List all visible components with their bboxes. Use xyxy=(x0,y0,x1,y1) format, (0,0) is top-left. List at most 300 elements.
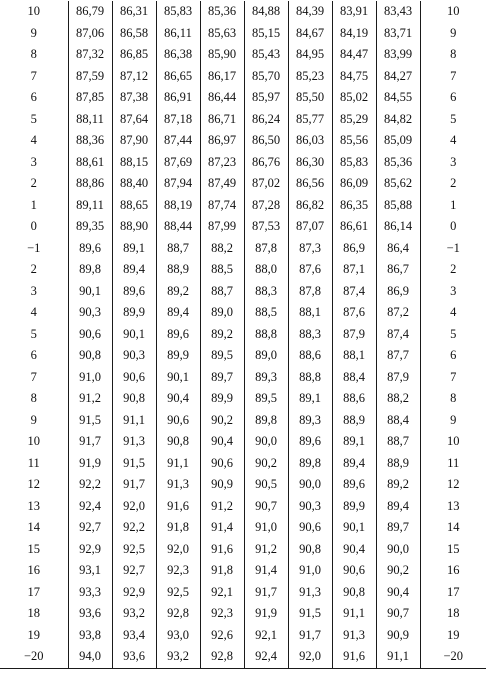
table-cell: 92,5 xyxy=(112,539,156,561)
table-cell: 88,2 xyxy=(376,388,420,410)
table-cell: 86,44 xyxy=(200,87,244,109)
table-cell: 86,65 xyxy=(156,66,200,88)
row-label-right: 6 xyxy=(420,345,486,367)
row-label-left: 10 xyxy=(0,1,68,23)
row-label-right: 8 xyxy=(420,388,486,410)
row-label-right: 7 xyxy=(420,66,486,88)
table-cell: 84,27 xyxy=(376,66,420,88)
table-cell: 87,74 xyxy=(200,195,244,217)
row-label-right: 0 xyxy=(420,216,486,238)
row-label-left: 19 xyxy=(0,625,68,647)
table-cell: 90,8 xyxy=(332,582,376,604)
table-cell: 91,0 xyxy=(68,367,112,389)
table-row xyxy=(0,87,486,109)
table-cell: 93,2 xyxy=(156,646,200,668)
table-cell: 88,44 xyxy=(156,216,200,238)
table-cell: 91,0 xyxy=(244,517,288,539)
table-cell: 87,07 xyxy=(288,216,332,238)
table-cell: 92,0 xyxy=(156,539,200,561)
table-cell: 90,5 xyxy=(244,474,288,496)
table-cell: 91,3 xyxy=(332,625,376,647)
table-row xyxy=(0,625,486,647)
table-cell: 90,9 xyxy=(376,625,420,647)
row-label-left: 10 xyxy=(0,431,68,453)
table-cell: 90,8 xyxy=(288,539,332,561)
row-label-right: 15 xyxy=(420,539,486,561)
table-cell: 86,71 xyxy=(200,109,244,131)
table-cell: 91,1 xyxy=(332,603,376,625)
table-cell: 86,14 xyxy=(376,216,420,238)
table-cell: 84,95 xyxy=(288,44,332,66)
row-label-left: 2 xyxy=(0,173,68,195)
table-cell: 85,09 xyxy=(376,130,420,152)
table-cell: 87,12 xyxy=(112,66,156,88)
table-cell: 91,3 xyxy=(288,582,332,604)
table-row xyxy=(0,259,486,281)
table-cell: 89,1 xyxy=(288,388,332,410)
table-cell: 91,7 xyxy=(244,582,288,604)
table-cell: 88,7 xyxy=(200,281,244,303)
row-label-right: 5 xyxy=(420,109,486,131)
table-row xyxy=(0,388,486,410)
table-cell: 85,70 xyxy=(244,66,288,88)
table-cell: 91,9 xyxy=(244,603,288,625)
table-cell: 89,1 xyxy=(332,431,376,453)
table-cell: 89,6 xyxy=(112,281,156,303)
table-cell: 90,0 xyxy=(288,474,332,496)
table-cell: 86,38 xyxy=(156,44,200,66)
table-cell: 87,49 xyxy=(200,173,244,195)
row-label-left: 2 xyxy=(0,259,68,281)
table-row xyxy=(0,367,486,389)
table-cell: 89,4 xyxy=(376,496,420,518)
table-cell: 83,99 xyxy=(376,44,420,66)
table-cell: 89,5 xyxy=(200,345,244,367)
row-label-left: 0 xyxy=(0,216,68,238)
table-cell: 90,6 xyxy=(200,453,244,475)
table-cell: 84,82 xyxy=(376,109,420,131)
row-label-left: 6 xyxy=(0,345,68,367)
row-label-left: 8 xyxy=(0,388,68,410)
row-label-right: 14 xyxy=(420,517,486,539)
table-cell: 85,15 xyxy=(244,23,288,45)
table-cell: 87,99 xyxy=(200,216,244,238)
table-cell: 91,7 xyxy=(68,431,112,453)
table-row xyxy=(0,431,486,453)
table-cell: 85,43 xyxy=(244,44,288,66)
table-cell: 91,1 xyxy=(112,410,156,432)
row-label-left: 1 xyxy=(0,195,68,217)
table-row xyxy=(0,302,486,324)
row-label-left: 15 xyxy=(0,539,68,561)
table-cell: 90,4 xyxy=(156,388,200,410)
row-label-right: 2 xyxy=(420,259,486,281)
table-row xyxy=(0,44,486,66)
table-row xyxy=(0,410,486,432)
table-cell: 85,83 xyxy=(332,152,376,174)
row-label-left: 14 xyxy=(0,517,68,539)
row-label-left: 9 xyxy=(0,23,68,45)
table-cell: 89,11 xyxy=(68,195,112,217)
table-cell: 89,3 xyxy=(288,410,332,432)
table-cell: 86,11 xyxy=(156,23,200,45)
table-cell: 93,0 xyxy=(156,625,200,647)
table-cell: 87,4 xyxy=(332,281,376,303)
table-cell: 87,4 xyxy=(376,324,420,346)
table-cell: 88,19 xyxy=(156,195,200,217)
table-cell: 91,5 xyxy=(112,453,156,475)
table-cell: 86,30 xyxy=(288,152,332,174)
table-cell: 88,5 xyxy=(200,259,244,281)
table-cell: 92,3 xyxy=(200,603,244,625)
table-row xyxy=(0,23,486,45)
table-cell: 91,3 xyxy=(156,474,200,496)
row-label-left: 3 xyxy=(0,152,68,174)
table-cell: 87,3 xyxy=(288,238,332,260)
table-cell: 88,7 xyxy=(156,238,200,260)
table-cell: 90,4 xyxy=(200,431,244,453)
table-cell: 92,1 xyxy=(244,625,288,647)
table-cell: 90,7 xyxy=(376,603,420,625)
table-cell: 90,1 xyxy=(156,367,200,389)
table-cell: 89,9 xyxy=(200,388,244,410)
table-cell: 88,3 xyxy=(244,281,288,303)
table-cell: 85,63 xyxy=(200,23,244,45)
table-cell: 85,77 xyxy=(288,109,332,131)
row-label-left: 16 xyxy=(0,560,68,582)
table-cell: 86,79 xyxy=(68,1,112,23)
table-cell: 86,9 xyxy=(376,281,420,303)
table-cell: 86,91 xyxy=(156,87,200,109)
table-cell: 86,97 xyxy=(200,130,244,152)
table-cell: 91,7 xyxy=(288,625,332,647)
row-label-right: 3 xyxy=(420,152,486,174)
table-cell: 86,56 xyxy=(288,173,332,195)
row-label-left: 5 xyxy=(0,324,68,346)
table-cell: 87,23 xyxy=(200,152,244,174)
table-cell: 92,6 xyxy=(200,625,244,647)
row-label-right: 12 xyxy=(420,474,486,496)
row-label-right: −1 xyxy=(420,238,486,260)
table-cell: 90,6 xyxy=(112,367,156,389)
table-cell: 90,2 xyxy=(244,453,288,475)
table-cell: 89,2 xyxy=(200,324,244,346)
row-label-right: 8 xyxy=(420,44,486,66)
row-label-right: 11 xyxy=(420,453,486,475)
table-cell: 89,6 xyxy=(288,431,332,453)
table-row xyxy=(0,539,486,561)
row-label-right: 9 xyxy=(420,410,486,432)
table-cell: 85,36 xyxy=(200,1,244,23)
table-cell: 87,8 xyxy=(288,281,332,303)
table-cell: 88,8 xyxy=(288,367,332,389)
table-cell: 90,4 xyxy=(332,539,376,561)
table-cell: 88,0 xyxy=(244,259,288,281)
table-cell: 90,4 xyxy=(376,582,420,604)
table-cell: 88,90 xyxy=(112,216,156,238)
row-label-right: 5 xyxy=(420,324,486,346)
table-cell: 88,65 xyxy=(112,195,156,217)
table-cell: 90,6 xyxy=(156,410,200,432)
table-cell: 93,1 xyxy=(68,560,112,582)
table-cell: 84,67 xyxy=(288,23,332,45)
table-cell: 88,9 xyxy=(332,410,376,432)
table-cell: 92,9 xyxy=(112,582,156,604)
table-cell: 88,86 xyxy=(68,173,112,195)
table-cell: 87,1 xyxy=(332,259,376,281)
table-cell: 91,5 xyxy=(288,603,332,625)
table-cell: 91,1 xyxy=(376,646,420,668)
table-cell: 88,6 xyxy=(332,388,376,410)
row-label-left: 7 xyxy=(0,367,68,389)
table-cell: 91,2 xyxy=(200,496,244,518)
table-cell: 92,2 xyxy=(112,517,156,539)
table-cell: 88,1 xyxy=(332,345,376,367)
row-label-left: 13 xyxy=(0,496,68,518)
table-cell: 85,62 xyxy=(376,173,420,195)
row-label-right: 4 xyxy=(420,302,486,324)
table-cell: 87,90 xyxy=(112,130,156,152)
table-cell: 87,06 xyxy=(68,23,112,45)
row-label-right: 16 xyxy=(420,560,486,582)
table-cell: 89,6 xyxy=(156,324,200,346)
table-cell: 89,35 xyxy=(68,216,112,238)
table-cell: 94,0 xyxy=(68,646,112,668)
row-label-left: 17 xyxy=(0,582,68,604)
table-cell: 86,4 xyxy=(376,238,420,260)
table-cell: 92,7 xyxy=(112,560,156,582)
table-row xyxy=(0,66,486,88)
table-cell: 90,6 xyxy=(332,560,376,582)
table-cell: 86,82 xyxy=(288,195,332,217)
table-cell: 88,5 xyxy=(244,302,288,324)
table-row xyxy=(0,453,486,475)
table-row xyxy=(0,582,486,604)
table-cell: 85,02 xyxy=(332,87,376,109)
table-cell: 90,8 xyxy=(112,388,156,410)
table-cell: 89,4 xyxy=(112,259,156,281)
row-label-right: −20 xyxy=(420,646,486,668)
table-cell: 91,3 xyxy=(112,431,156,453)
table-row xyxy=(0,474,486,496)
table-row xyxy=(0,345,486,367)
table-cell: 92,8 xyxy=(200,646,244,668)
table-cell: 83,71 xyxy=(376,23,420,45)
table-cell: 93,4 xyxy=(112,625,156,647)
table-cell: 91,7 xyxy=(112,474,156,496)
row-label-right: 10 xyxy=(420,1,486,23)
table-cell: 85,23 xyxy=(288,66,332,88)
table-row xyxy=(0,216,486,238)
table-cell: 87,8 xyxy=(244,238,288,260)
table-cell: 85,29 xyxy=(332,109,376,131)
table-cell: 87,59 xyxy=(68,66,112,88)
row-label-right: 6 xyxy=(420,87,486,109)
table-cell: 87,7 xyxy=(376,345,420,367)
table-row xyxy=(0,517,486,539)
table-cell: 89,9 xyxy=(332,496,376,518)
table-cell: 90,3 xyxy=(288,496,332,518)
table-cell: 91,2 xyxy=(244,539,288,561)
row-label-right: 10 xyxy=(420,431,486,453)
row-label-right: 7 xyxy=(420,367,486,389)
table-cell: 88,8 xyxy=(244,324,288,346)
table-cell: 88,9 xyxy=(376,453,420,475)
table-cell: 86,76 xyxy=(244,152,288,174)
table-cell: 91,8 xyxy=(156,517,200,539)
table-cell: 92,4 xyxy=(68,496,112,518)
table-row xyxy=(0,109,486,131)
table-cell: 90,6 xyxy=(68,324,112,346)
table-cell: 91,9 xyxy=(68,453,112,475)
table-cell: 90,1 xyxy=(112,324,156,346)
table-cell: 91,4 xyxy=(200,517,244,539)
table-cell: 90,2 xyxy=(200,410,244,432)
table-cell: 84,47 xyxy=(332,44,376,66)
row-label-right: 13 xyxy=(420,496,486,518)
table-cell: 89,3 xyxy=(244,367,288,389)
table-cell: 90,3 xyxy=(68,302,112,324)
table-cell: 89,8 xyxy=(68,259,112,281)
table-cell: 92,8 xyxy=(156,603,200,625)
table-cell: 90,7 xyxy=(244,496,288,518)
row-label-left: 3 xyxy=(0,281,68,303)
table-cell: 88,6 xyxy=(288,345,332,367)
table-cell: 91,1 xyxy=(156,453,200,475)
table-cell: 89,5 xyxy=(244,388,288,410)
data-table xyxy=(0,1,486,669)
table-cell: 86,61 xyxy=(332,216,376,238)
table-cell: 87,32 xyxy=(68,44,112,66)
table-cell: 92,4 xyxy=(244,646,288,668)
table-cell: 85,97 xyxy=(244,87,288,109)
table-cell: 91,8 xyxy=(200,560,244,582)
table-row xyxy=(0,195,486,217)
table-cell: 87,44 xyxy=(156,130,200,152)
table-cell: 86,03 xyxy=(288,130,332,152)
table-body xyxy=(0,1,486,668)
table-cell: 89,8 xyxy=(288,453,332,475)
row-label-right: 3 xyxy=(420,281,486,303)
table-cell: 89,8 xyxy=(244,410,288,432)
table-cell: 89,6 xyxy=(68,238,112,260)
row-label-left: 6 xyxy=(0,87,68,109)
table-cell: 93,6 xyxy=(112,646,156,668)
table-cell: 87,94 xyxy=(156,173,200,195)
table-cell: 90,9 xyxy=(200,474,244,496)
table-cell: 92,7 xyxy=(68,517,112,539)
table-cell: 88,15 xyxy=(112,152,156,174)
table-cell: 87,18 xyxy=(156,109,200,131)
row-label-left: 12 xyxy=(0,474,68,496)
table-cell: 86,50 xyxy=(244,130,288,152)
table-cell: 89,0 xyxy=(200,302,244,324)
row-label-left: 11 xyxy=(0,453,68,475)
table-cell: 86,7 xyxy=(376,259,420,281)
table-cell: 92,3 xyxy=(156,560,200,582)
table-cell: 83,91 xyxy=(332,1,376,23)
table-cell: 85,90 xyxy=(200,44,244,66)
table-cell: 92,5 xyxy=(156,582,200,604)
table-cell: 91,6 xyxy=(156,496,200,518)
table-cell: 88,3 xyxy=(288,324,332,346)
table-cell: 88,1 xyxy=(288,302,332,324)
table-cell: 92,9 xyxy=(68,539,112,561)
table-row xyxy=(0,603,486,625)
table-cell: 84,39 xyxy=(288,1,332,23)
table-cell: 91,0 xyxy=(288,560,332,582)
table-cell: 87,6 xyxy=(332,302,376,324)
table-cell: 89,9 xyxy=(156,345,200,367)
row-label-right: 2 xyxy=(420,173,486,195)
table-cell: 90,8 xyxy=(156,431,200,453)
table-row xyxy=(0,1,486,23)
table-cell: 90,1 xyxy=(68,281,112,303)
table-cell: 86,9 xyxy=(332,238,376,260)
table-cell: 87,9 xyxy=(376,367,420,389)
table-cell: 87,9 xyxy=(332,324,376,346)
table-cell: 92,1 xyxy=(200,582,244,604)
table-cell: 91,6 xyxy=(200,539,244,561)
table-cell: 90,6 xyxy=(288,517,332,539)
row-label-right: 18 xyxy=(420,603,486,625)
table-cell: 87,69 xyxy=(156,152,200,174)
table-cell: 89,6 xyxy=(332,474,376,496)
table-cell: 89,2 xyxy=(156,281,200,303)
table-row xyxy=(0,560,486,582)
table-cell: 88,9 xyxy=(156,259,200,281)
table-cell: 89,7 xyxy=(376,517,420,539)
table-cell: 85,50 xyxy=(288,87,332,109)
table-cell: 89,4 xyxy=(332,453,376,475)
row-label-left: 4 xyxy=(0,130,68,152)
table-cell: 91,2 xyxy=(68,388,112,410)
table-cell: 87,38 xyxy=(112,87,156,109)
table-cell: 87,6 xyxy=(288,259,332,281)
table-cell: 84,19 xyxy=(332,23,376,45)
table-cell: 86,31 xyxy=(112,1,156,23)
row-label-right: 1 xyxy=(420,195,486,217)
table-cell: 88,61 xyxy=(68,152,112,174)
table-cell: 83,43 xyxy=(376,1,420,23)
row-label-left: 8 xyxy=(0,44,68,66)
table-cell: 89,9 xyxy=(112,302,156,324)
table-row xyxy=(0,152,486,174)
row-label-right: 9 xyxy=(420,23,486,45)
table-row xyxy=(0,130,486,152)
table-cell: 87,53 xyxy=(244,216,288,238)
table-cell: 91,4 xyxy=(244,560,288,582)
table-cell: 86,09 xyxy=(332,173,376,195)
table-cell: 85,36 xyxy=(376,152,420,174)
row-label-left: −1 xyxy=(0,238,68,260)
table-cell: 89,7 xyxy=(200,367,244,389)
table-cell: 90,0 xyxy=(244,431,288,453)
table-cell: 89,1 xyxy=(112,238,156,260)
table-cell: 84,55 xyxy=(376,87,420,109)
table-cell: 85,88 xyxy=(376,195,420,217)
table-cell: 93,2 xyxy=(112,603,156,625)
table-cell: 92,2 xyxy=(68,474,112,496)
table-cell: 89,0 xyxy=(244,345,288,367)
table-cell: 87,85 xyxy=(68,87,112,109)
table-cell: 87,28 xyxy=(244,195,288,217)
table-cell: 90,0 xyxy=(376,539,420,561)
table-cell: 88,4 xyxy=(376,410,420,432)
row-label-left: 4 xyxy=(0,302,68,324)
table-cell: 84,88 xyxy=(244,1,288,23)
table-cell: 88,2 xyxy=(200,238,244,260)
